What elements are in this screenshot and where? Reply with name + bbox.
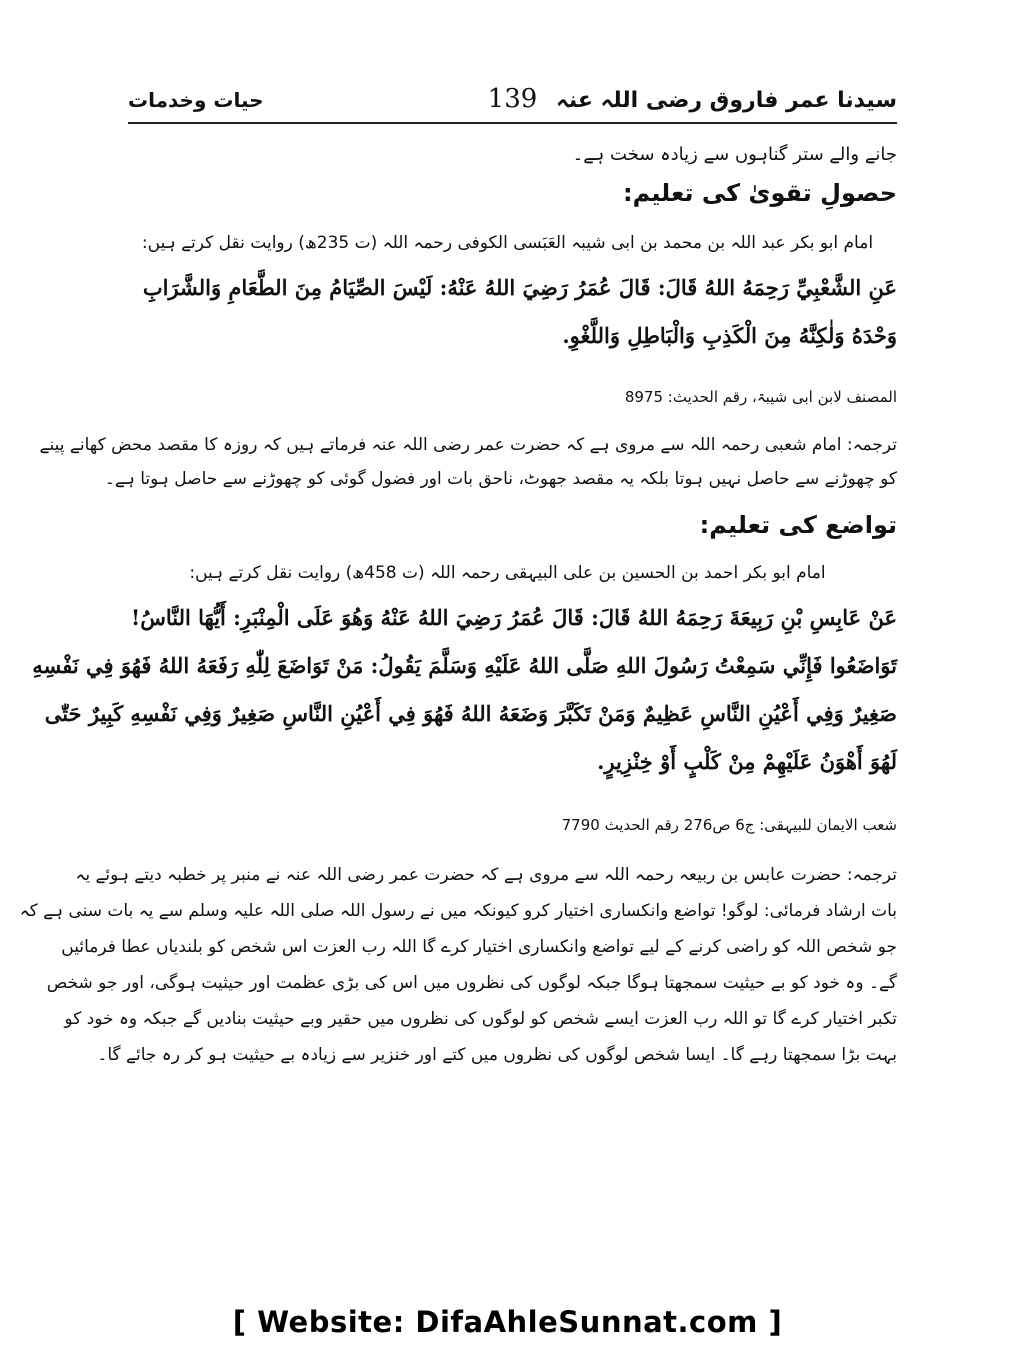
translation-line: بات ارشاد فرمائی: لوگو! تواضع وانکساری اختیار کرو کیونکہ میں نے رسول اللہ صلی اللہ علیہ وسلم سے یہ بات سنی ہے کہ — [19, 901, 897, 921]
hadith-reference: المصنف لابن ابی شیبۃ، رقم الحدیث: 8975 — [624, 388, 897, 406]
translation-line — [75, 860, 897, 891]
translation-label: ترجمہ: — [846, 435, 897, 455]
translation-text: امام شعبی رحمہ اللہ سے مروی ہے کہ حضرت عمر رضی اللہ عنہ فرماتے ہیں کہ روزہ کا مقصد محض کھانے پینے — [39, 435, 842, 455]
translation-text: حضرت عابس بن ربیعہ رحمہ اللہ سے مروی ہے کہ حضرت عمر رضی اللہ عنہ نے منبر پر خطبہ دیتے ہوئے یہ — [75, 865, 842, 885]
translation-line: بہت بڑا سمجھتا رہے گا۔ ایسا شخص لوگوں کی نظروں میں کتے اور خنزیر سے زیادہ بے حیثیت ہو کر رہ جائے گا۔ — [97, 1045, 897, 1065]
arabic-text-line: وَحْدَهُ وَلٰكِنَّهُ مِنَ الْكَذِبِ وَالْبَاطِلِ وَاللَّغْوِ. — [562, 323, 897, 348]
arabic-text-line: عَنِ الشَّعْبِيِّ رَحِمَهُ اللهُ قَالَ: قَالَ عُمَرُ رَضِيَ اللهُ عَنْهُ: لَيْسَ الصِّيَامُ مِنَ الطَّعَامِ وَالشَّرَابِ — [142, 275, 897, 300]
website-footer: [ Website: DifaAhleSunnat.com ] — [232, 1305, 783, 1339]
translation-line — [39, 430, 897, 461]
translation-line: تکبر اختیار کرے گا تو اللہ رب العزت ایسے شخص کو لوگوں کی نظروں میں حقیر وبے حیثیت بنادیں گے جبکہ وہ خود کو — [64, 1009, 897, 1029]
page-header — [128, 84, 897, 124]
arabic-text-line: لَهُوَ أَهْوَنُ عَلَيْهِمْ مِنْ كَلْبٍ أَوْ خِنْزِيرٍ. — [597, 749, 897, 774]
translation-line: کو چھوڑنے سے حاصل نہیں ہوتا بلکہ یہ مقصد جھوٹ، ناحق بات اور فضول گوئی کو چھوڑنے سے حاصل ہوتا ہے۔ — [104, 469, 897, 489]
section-title: حیات وخدمات — [128, 88, 264, 112]
section-heading-taqwa: حصولِ تقویٰ کی تعلیم: — [622, 179, 897, 207]
arabic-text-line: تَوَاضَعُوا فَإِنِّي سَمِعْتُ رَسُولَ اللهِ صَلَّى اللهُ عَلَيْهِ وَسَلَّمَ يَقُولُ: مَنْ تَوَاضَعَ لِلّٰهِ رَفَعَهُ اللهُ فَهُوَ فِي نَفْسِهِ — [32, 653, 897, 678]
narration-intro: امام ابو بکر عبد اللہ بن محمد بن ابی شیبہ العَبَسی الکوفی رحمہ اللہ (ت 235ھ) روایت نقل کرتے ہیں: — [141, 233, 874, 253]
translation-line: جو شخص اللہ کو راضی کرنے کے لیے تواضع وانکساری اختیار کرے گا اللہ رب العزت اس شخص کو بلندیاں عطا فرمائیں — [61, 937, 897, 957]
arabic-text-line: صَغِيرٌ وَفِي أَعْيُنِ النَّاسِ عَظِيمٌ وَمَنْ تَكَبَّرَ وَضَعَهُ اللهُ فَهُوَ فِي أَعْيُنِ النَّاسِ صَغِيرٌ وَفِي نَفْسِهِ كَبِيرٌ حَتّٰى — [44, 701, 897, 726]
book-title: سیدنا عمر فاروق رضی اللہ عنہ — [555, 88, 897, 113]
narration-intro: امام ابو بکر احمد بن الحسین بن علی البیہقی رحمہ اللہ (ت 458ھ) روایت نقل کرتے ہیں: — [189, 563, 826, 583]
continuation-text: جانے والے ستر گناہوں سے زیادہ سخت ہے۔ — [572, 144, 897, 165]
section-heading-tawadu: تواضع کی تعلیم: — [699, 511, 897, 539]
page-number: 139 — [487, 84, 538, 114]
translation-line: گے۔ وہ خود کو بے حیثیت سمجھتا ہوگا جبکہ لوگوں کی نظروں میں اس کی بڑی عظمت اور حیثیت ہوگی، اور جو شخص — [46, 973, 897, 993]
arabic-text-line: عَنْ عَابِسِ بْنِ رَبِيعَةَ رَحِمَهُ اللهُ قَالَ: قَالَ عُمَرُ رَضِيَ اللهُ عَنْهُ وَهُوَ عَلَى الْمِنْبَرِ: أَيُّهَا النَّاسُ! — [130, 605, 897, 630]
hadith-reference: شعب الایمان للبیہقی: ج6 ص276 رقم الحدیث 7790 — [561, 816, 897, 834]
translation-label: ترجمہ: — [846, 865, 897, 885]
